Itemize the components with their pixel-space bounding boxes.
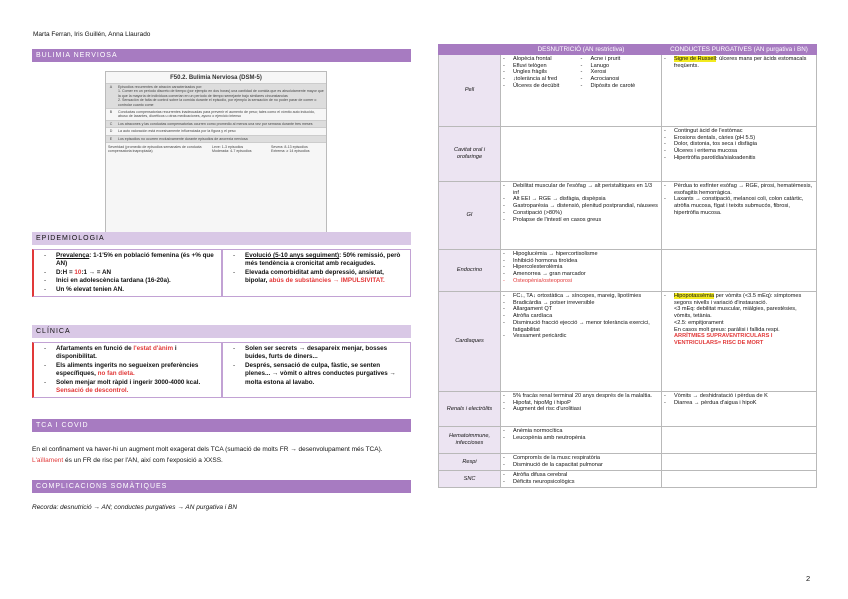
dsm-row-text: Episodios recurrentes de atracón caracterizados por: 1. Comer en un período discreto de tiempo (por ejemplo en dos horas) una cantidad de comida que es absolutamente mayor que la que la mayoría de individuos comerían en un período de tiempo semejante bajo similares circunstancias 2. Sensación de falta de control sobre la comida durante el episodio, por ejemplo la sensación de no poder parar de comer o controlar cuanto come [118, 85, 324, 107]
cell-list-item: - Acrocianosi [581, 76, 659, 83]
row-label: Cardiaques [439, 292, 501, 392]
row-label: Endocrino [439, 250, 501, 292]
clinica-box [32, 342, 411, 398]
cell-list-item: - Alopècia frontal [503, 56, 581, 63]
cell-list [503, 278, 658, 285]
cell-list-item: - FC↓, TA↓ ortostàtica → síncopes, mareig, lipotímies [503, 293, 658, 300]
covid-text-1: En el confinament va haver-hi un augment molt exagerat dels TCA (sumació de molts FR → desenvolupament més TCA). [32, 446, 383, 453]
cell-list-item: - Inhibició hormona tiroïdea [503, 258, 658, 265]
cell-list-item: - Atròfia cardíaca [503, 313, 658, 320]
item-text: Afartaments en funció de [56, 345, 134, 352]
item-label: Prevalença [56, 252, 90, 259]
dsm-row [106, 108, 326, 120]
cell-list-item: - Laxants → constipació, melanosi coli, colon catàrtic, atròfia mucosa, fígat i teixits submucós, fibrosi, hipertròfia mucosa. [664, 196, 813, 216]
list-item [44, 379, 217, 396]
item-text: Solen menjar molt ràpid i ingerir 3000-4000 kcal. [56, 378, 201, 386]
item-text: Després, sensació de culpa, fàstic, se senten plenes... → vòmit o altres conductes purgatives → molta estona al lavabo. [245, 361, 396, 386]
dsm-row [106, 135, 326, 142]
cell-list-item: - Disminució fracció ejecció → menor tolerància exercici, fatigabilitat [503, 320, 658, 333]
desnutricio-cell [501, 292, 662, 392]
cell-list [664, 183, 813, 217]
highlight-text: Hipopotassèmia [674, 293, 715, 299]
desnutricio-cell [501, 127, 662, 182]
table-row [439, 392, 817, 427]
cell-red-item: - Osteopènia/osteoporosi [503, 278, 658, 285]
dsm-row-text: Los episodios no ocurren exclusivamente durante episodios de anorexia nerviosa [118, 136, 248, 141]
item-text: D:H = [56, 268, 75, 276]
dsm-row-text: La auto valoración está excesivamente influenciada por la figura y el peso [118, 129, 236, 134]
item-text: i disponibilitat. [56, 345, 177, 361]
cell-list-item: - Amenorrea → gran marcador [503, 271, 658, 278]
clinica-left [32, 342, 222, 398]
desnutricio-cell [501, 392, 662, 427]
clinica-right [222, 342, 411, 398]
row-label: Cavitat oral i orofaringe [439, 127, 501, 182]
cell-list-item: - Úlceres de decúbit [503, 83, 581, 90]
section-complicacions-title: COMPLICACIONS SOMÀTIQUES [32, 480, 411, 493]
cell-list-item: - Anèmia normocítica [503, 428, 658, 435]
cell-list [664, 128, 813, 162]
item-text: Un % elevat tenien AN. [56, 285, 124, 293]
cell-list [503, 251, 658, 278]
epidemiologia-right [222, 249, 411, 297]
covid-text-2: és un FR de risc per l'AN, així com l'exposició a XXSS. [63, 457, 223, 464]
item-red-text: 10 [74, 268, 82, 276]
list-item [233, 269, 406, 286]
table-row [439, 427, 817, 454]
list-item [44, 345, 217, 362]
cell-list [503, 455, 658, 468]
cell-list [664, 56, 813, 69]
cell-list-item: - Ungles fràgils [503, 69, 581, 76]
purgatives-cell [662, 454, 817, 471]
table-row [439, 471, 817, 488]
highlight-text: Signe de Russell [674, 56, 716, 62]
dsm-criteria-figure [105, 71, 327, 240]
dsm-row-letter: A [109, 85, 113, 89]
item-red-text: l'estat d'ànim [133, 345, 174, 352]
dsm-severity-mid: Leve: 1-3 episodios Moderada: 4-7 episodios [212, 145, 252, 154]
dsm-row-text: Conductas compensatorias recurrentes inadecuadas para prevenir el aumento de peso; tales como el vómito auto inducido, abuso de laxantes, diuréticos u otras medicaciones, ayuno o ejercicio intenso [118, 110, 315, 119]
table-row [439, 127, 817, 182]
dsm-row [106, 83, 326, 108]
desnutricio-cell [501, 182, 662, 250]
page-number: 2 [806, 574, 811, 583]
cell-list-item: - Contingut àcid de l'estòmac [664, 128, 813, 135]
section-epidemiologia-title: EPIDEMIOLOGIA [32, 232, 411, 245]
desnutricio-cell [501, 427, 662, 454]
list-item [44, 252, 217, 269]
item-red-text: no fan dieta. [97, 370, 135, 378]
cell-list-item: - Dèficits neuropsicològics [503, 479, 658, 486]
purgatives-cell [662, 292, 817, 392]
epidemiologia-left [32, 249, 222, 297]
cell-list-item: - Constipació (>80%) [503, 210, 658, 217]
item-text: Inici en adolescència tardana (16-20a). [56, 277, 171, 285]
table-header: DESNUTRICIÓ (AN restrictiva) [501, 45, 662, 55]
row-label: Pell [439, 55, 501, 127]
cell-text: : úlceres mans per àcids estomacals freqüents. [674, 56, 807, 69]
dsm-row-text: Los atracones y las conductas compensatorias ocurren como promedio al menos una vez por semana durante tres meses [118, 121, 313, 126]
purgatives-cell [662, 250, 817, 292]
list-item [233, 345, 406, 362]
dsm-severity [106, 142, 326, 156]
section-clinica-title: CLÍNICA [32, 325, 411, 338]
section-bulimia-title: BULIMIA NERVIOSA [32, 49, 411, 62]
cell-list-item: - Compromís de la musc respiratòria [503, 455, 658, 462]
purgatives-cell [662, 127, 817, 182]
cell-list-item [664, 56, 813, 69]
item-red-text: abús de substàncies → IMPULSIVITAT. [269, 277, 385, 285]
complications-table [438, 44, 817, 488]
cell-list-item: - Vessament pericàrdic [503, 333, 658, 340]
covid-paragraph [32, 444, 411, 466]
purgatives-cell [662, 182, 817, 250]
epidemiologia-box [32, 249, 411, 297]
item-text: Elevada comorbiditat amb depressió, ansietat, bipolar, [245, 268, 384, 285]
cell-list-item: - Atròfia difusa cerebral [503, 472, 658, 479]
table-header: CONDUCTES PURGATIVES (AN purgativa i BN) [662, 45, 817, 55]
cell-list-item: - Pèrdua to esfínter esòfag → RGE, pirosi, hematèmesis, esofagitis hemorràgica. [664, 183, 813, 196]
list-item [44, 269, 217, 277]
cell-list [503, 472, 658, 485]
cell-list-item: - Disminució de la capacitat pulmonar [503, 462, 658, 469]
cell-text: En casos molt greus: paràlisi i fallida respi. [674, 326, 780, 333]
list-item [44, 277, 217, 285]
desnutricio-cell [501, 471, 662, 488]
cell-list-item: - Allargament QT [503, 306, 658, 313]
cell-list-item: - ↓tolerància al fred [503, 76, 581, 83]
cell-list-item: - Leucopènia amb neutropènia [503, 435, 658, 442]
cell-list-item: - Hipercolesterolèmia [503, 264, 658, 271]
cell-list-item: - Hipertròfia parotídia/sialoadenitis [664, 155, 813, 162]
desnutricio-cell [501, 250, 662, 292]
cell-list-item: - Bradicàrdia → potser irreversible [503, 300, 658, 307]
dsm-row [106, 120, 326, 127]
table-header [439, 45, 501, 55]
dsm-row-letter: D [109, 129, 113, 134]
cell-list-item: - Efluvi telògen [503, 63, 581, 70]
cell-red-text: ARRÍTMIES SUPRAVENTRICULARS I VENTRICULARS= RISC DE MORT [674, 333, 773, 346]
cell-list-item: - Lanugo [581, 63, 659, 70]
cell-list [664, 293, 813, 306]
row-label: Hematoimmune, infeccioses [439, 427, 501, 454]
cell-list-item: - Hipofat, hipoMg i hipoP [503, 400, 658, 407]
cell-list-item: - Alt EEI → RGE → disfàgia, dispèpsia [503, 196, 658, 203]
cell-list-item: - Gastroparèsia → distensió, plenitud postprandial, nàusees [503, 203, 658, 210]
item-text: Solen ser secrets → desapareix menjar, bosses buides, furts de diners... [245, 345, 388, 361]
row-label: GI [439, 182, 501, 250]
dsm-row-letter: C [109, 121, 113, 126]
dsm-row-letter: E [109, 136, 113, 141]
cell-list [581, 56, 659, 90]
cell-list-item [664, 293, 813, 306]
purgatives-cell [662, 392, 817, 427]
desnutricio-cell [501, 454, 662, 471]
row-label: Renals i electròlits [439, 392, 501, 427]
dsm-row [106, 127, 326, 134]
list-item [44, 286, 217, 294]
cell-list-item: - Erosions dentals, càries (pH 5.5) [664, 135, 813, 142]
covid-text-red: L'aïllament [32, 457, 64, 464]
list-item [233, 252, 406, 269]
item-text: Els aliments ingerits no segueixen preferències específiques, [56, 361, 199, 378]
item-text: : 50% remissió, però més tendència a cronicitat amb recaigudes. [245, 252, 401, 268]
row-label: SNC [439, 471, 501, 488]
table-row [439, 55, 817, 127]
item-text: :1 → = AN [81, 268, 112, 276]
purgatives-cell [662, 55, 817, 127]
cell-list-item: - 5% fracàs renal terminal 20 anys després de la malaltia. [503, 393, 658, 400]
cell-list-item: - Dipòsits de carotè [581, 83, 659, 90]
cell-list-item: - Debilitat muscular de l'esòfag → alt peristaltiques en 1/3 inf [503, 183, 658, 196]
table-row [439, 292, 817, 392]
table-row [439, 182, 817, 250]
cell-list-item: - Xerosi [581, 69, 659, 76]
cell-list-item: - Prolapse de l'intestí en casos greus [503, 217, 658, 224]
cell-text: per vòmits (<3.5 mEq): símptomes segons nivells i variació d'instauració. [674, 293, 802, 306]
item-red-text: Sensació de descontrol. [56, 387, 129, 395]
authors: Marta Ferran, Iris Guillén, Anna Llaurado [33, 31, 151, 38]
cell-list-item: - Dolor, distonia, tos seca i disfàgia [664, 141, 813, 148]
cell-list [503, 183, 658, 223]
cell-list [503, 428, 658, 441]
purgatives-cell [662, 427, 817, 454]
cell-list-item: - Acne i prurit [581, 56, 659, 63]
row-label: Respi [439, 454, 501, 471]
cell-list [503, 56, 581, 90]
cell-list-item: - Diarrea → pèrdua d'aigua i hipoK [664, 400, 813, 407]
cell-list-item: - Vòmits → deshidratació i pèrdua de K [664, 393, 813, 400]
item-text: : 1-1'5% en població femenina (és +% que AN) [56, 252, 214, 268]
purgatives-cell [662, 471, 817, 488]
cell-text: <3 mEq: debilitat muscular, miàlgies, parestèsies, vòmits, tetània. [674, 306, 797, 320]
cell-list [503, 393, 658, 413]
cell-list-item: - Augment del risc d'urolitiasi [503, 406, 658, 413]
cell-list-item: - Úlceres i eritema mucosa [664, 148, 813, 155]
desnutricio-cell [501, 55, 662, 127]
dsm-severity-label: Severidad (promedio de episodios semanales de conducta compensatoria inapropiada) [108, 145, 202, 154]
table-row [439, 250, 817, 292]
cell-columns [503, 56, 658, 90]
list-item [44, 362, 217, 379]
section-covid-title: TCA I COVID [32, 419, 411, 432]
table-row [439, 454, 817, 471]
cell-text: <2.5: empitjorament [674, 319, 724, 326]
reminder-note: Recorda: desnutrició → AN; conductes purgatives → AN purgativa i BN [32, 504, 238, 511]
item-label: Evolució (5-10 anys seguiment) [245, 252, 340, 259]
cell-list [664, 393, 813, 406]
cell-list [503, 293, 658, 340]
list-item [233, 362, 406, 387]
dsm-title: F50.2. Bulimia Nerviosa (DSM-5) [170, 75, 262, 81]
cell-list-item: - Hipoglucèmia → hipercortisolisme [503, 251, 658, 258]
dsm-severity-right: Severa: 8-13 episodios Extrema: ≥ 14 episodios [271, 145, 310, 154]
dsm-row-letter: B [109, 110, 113, 115]
